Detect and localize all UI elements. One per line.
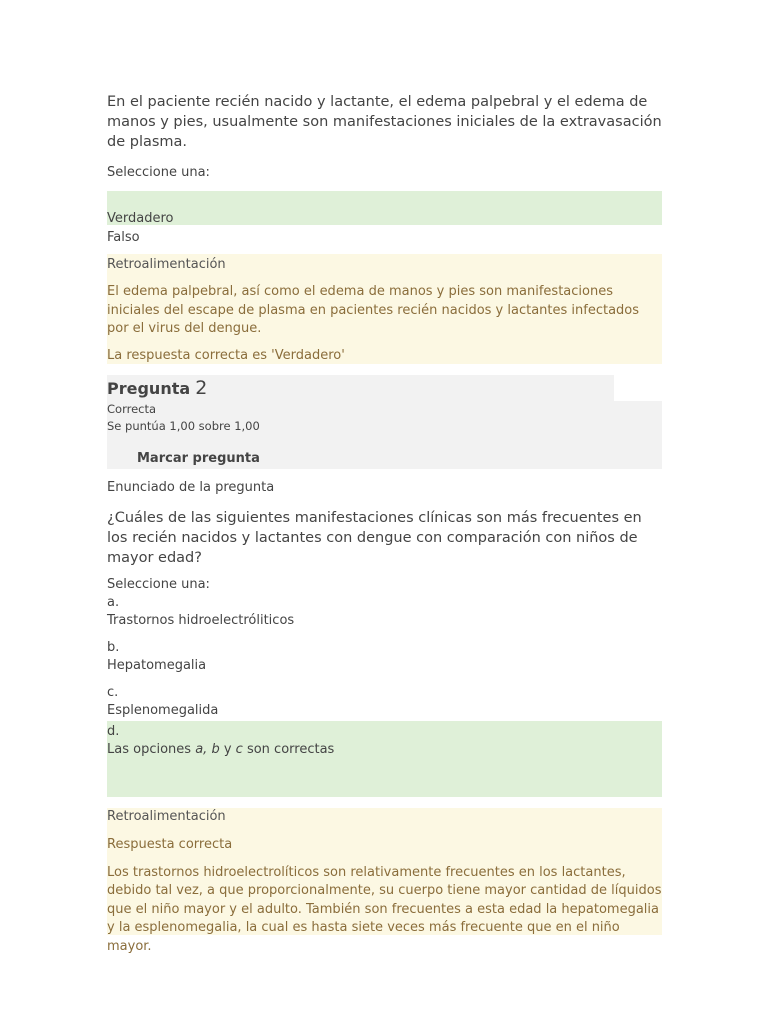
- option-c-letter: c.: [107, 685, 119, 700]
- option-d-a: a,: [195, 742, 208, 757]
- question-2-text: ¿Cuáles de las siguientes manifestaciones clínicas son más frecuentes en los recién nacidos y lactantes con dengue con comparación con niños de mayor edad?: [107, 510, 642, 566]
- question-state: Correcta: [107, 402, 157, 416]
- question-2-info-body: [107, 401, 662, 469]
- question-2-info: [107, 375, 662, 469]
- option-d[interactable]: [107, 721, 662, 797]
- option-d-c: c: [235, 742, 243, 757]
- feedback-title: Retroalimentación: [107, 257, 226, 272]
- question-1-feedback: [107, 254, 662, 364]
- option-falso[interactable]: [107, 225, 662, 245]
- option-d-letter: d.: [107, 724, 120, 739]
- feedback-title: Retroalimentación: [107, 809, 226, 824]
- option-b-text: Hepatomegalia: [107, 658, 207, 673]
- statement-label: Enunciado de la pregunta: [107, 480, 275, 495]
- option-a[interactable]: [107, 594, 662, 630]
- option-verdadero[interactable]: [107, 191, 662, 225]
- option-d-y: y: [219, 742, 236, 757]
- flag-question-button[interactable]: Marcar pregunta: [137, 451, 260, 466]
- quiz-review: [107, 92, 662, 954]
- question-label: Pregunta: [107, 379, 191, 398]
- option-b-letter: b.: [107, 640, 120, 655]
- right-answer: La respuesta correcta es 'Verdadero': [107, 347, 345, 363]
- question-2-prompt: Seleccione una:: [107, 577, 210, 592]
- question-2-feedback: [107, 808, 662, 954]
- option-c[interactable]: [107, 684, 662, 720]
- option-d-prefix: Las opciones: [107, 742, 196, 757]
- question-1-prompt: Seleccione una:: [107, 165, 210, 180]
- feedback-status: Respuesta correcta: [107, 837, 233, 852]
- option-d-text: [107, 741, 662, 759]
- option-d-b: b: [211, 742, 220, 757]
- option-a-letter: a.: [107, 595, 120, 610]
- feedback-text: El edema palpebral, así como el edema de manos y pies son manifestaciones iniciales del escape de plasma en pacientes recién nacidos y lactantes infectados por el virus del dengue.: [107, 284, 640, 336]
- option-d-suffix: son correctas: [242, 742, 335, 757]
- question-2-header: [107, 375, 614, 401]
- option-a-text: Trastornos hidroelectróliticos: [107, 613, 295, 628]
- option-b[interactable]: [107, 639, 662, 675]
- question-1-text: En el paciente recién nacido y lactante, el edema palpebral y el edema de manos y pies, usualmente son manifestaciones iniciales de la extravasación de plasma.: [107, 94, 662, 150]
- option-verdadero-label: Verdadero: [107, 211, 174, 226]
- question-number: 2: [195, 377, 208, 399]
- question-grade: Se puntúa 1,00 sobre 1,00: [107, 419, 260, 433]
- option-c-text: Esplenomegalida: [107, 703, 219, 718]
- option-falso-label: Falso: [107, 230, 140, 245]
- feedback-text: Los trastornos hidroelectrolíticos son relativamente frecuentes en los lactantes, debido tal vez, a que proporcionalmente, su cuerpo tiene mayor cantidad de líquidos que el niño mayor y el adulto. También son frecuentes a esta edad la hepatomegalia y la esplenomegalia, la cual es hasta siete veces más frecuente que en el niño mayor.: [107, 864, 662, 954]
